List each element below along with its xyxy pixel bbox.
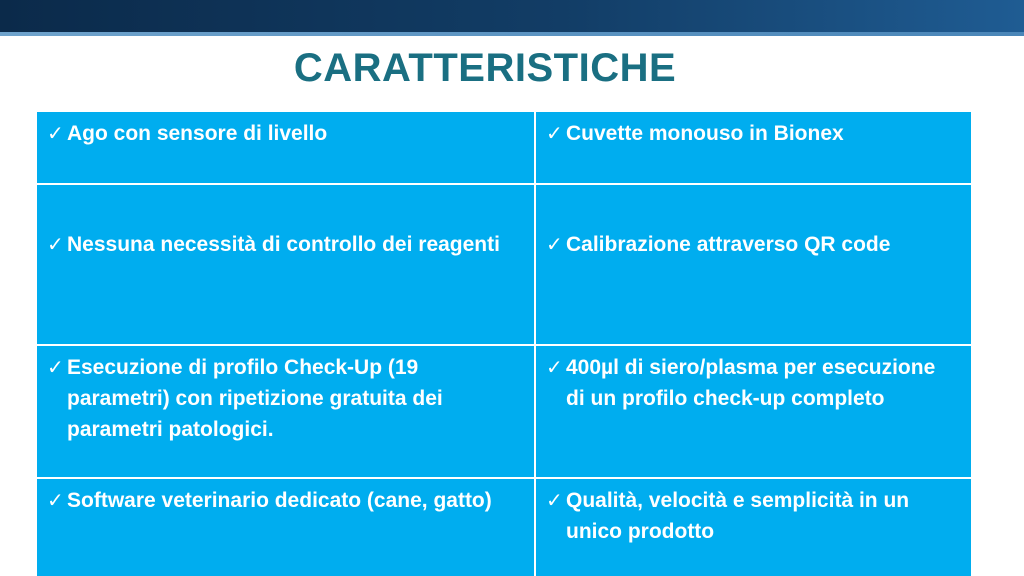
feature-cell: [37, 112, 534, 183]
header-stripe: [0, 32, 1024, 36]
feature-cell: [37, 346, 534, 477]
checkmark-icon: ✓: [47, 121, 64, 145]
features-table: [37, 112, 969, 576]
checkmark-icon: ✓: [546, 121, 563, 145]
slide-title: CARATTERISTICHE: [293, 46, 677, 90]
feature-text: Software veterinario dedicato (cane, gatto): [67, 489, 492, 512]
feature-cell: [536, 185, 971, 344]
checkmark-icon: ✓: [546, 355, 563, 379]
header-bar: [0, 0, 1024, 32]
feature-text: Esecuzione di profilo Check-Up (19 parametri) con ripetizione gratuita dei parametri patologici.: [67, 356, 443, 441]
feature-text: 400µl di siero/plasma per esecuzione di un profilo check-up completo: [566, 356, 936, 410]
checkmark-icon: ✓: [47, 355, 64, 379]
feature-cell: [536, 479, 971, 576]
feature-text: Ago con sensore di livello: [67, 122, 328, 145]
feature-text: Nessuna necessità di controllo dei reagenti: [67, 233, 500, 256]
feature-text: Calibrazione attraverso QR code: [566, 233, 891, 256]
feature-cell: [37, 185, 534, 344]
checkmark-icon: ✓: [546, 488, 563, 512]
checkmark-icon: ✓: [47, 232, 64, 256]
feature-cell: [37, 479, 534, 576]
feature-text: Qualità, velocità e semplicità in un unico prodotto: [566, 489, 910, 543]
checkmark-icon: ✓: [546, 232, 563, 256]
feature-cell: [536, 346, 971, 477]
feature-cell: [536, 112, 971, 183]
checkmark-icon: ✓: [47, 488, 64, 512]
feature-text: Cuvette monouso in Bionex: [566, 122, 844, 145]
